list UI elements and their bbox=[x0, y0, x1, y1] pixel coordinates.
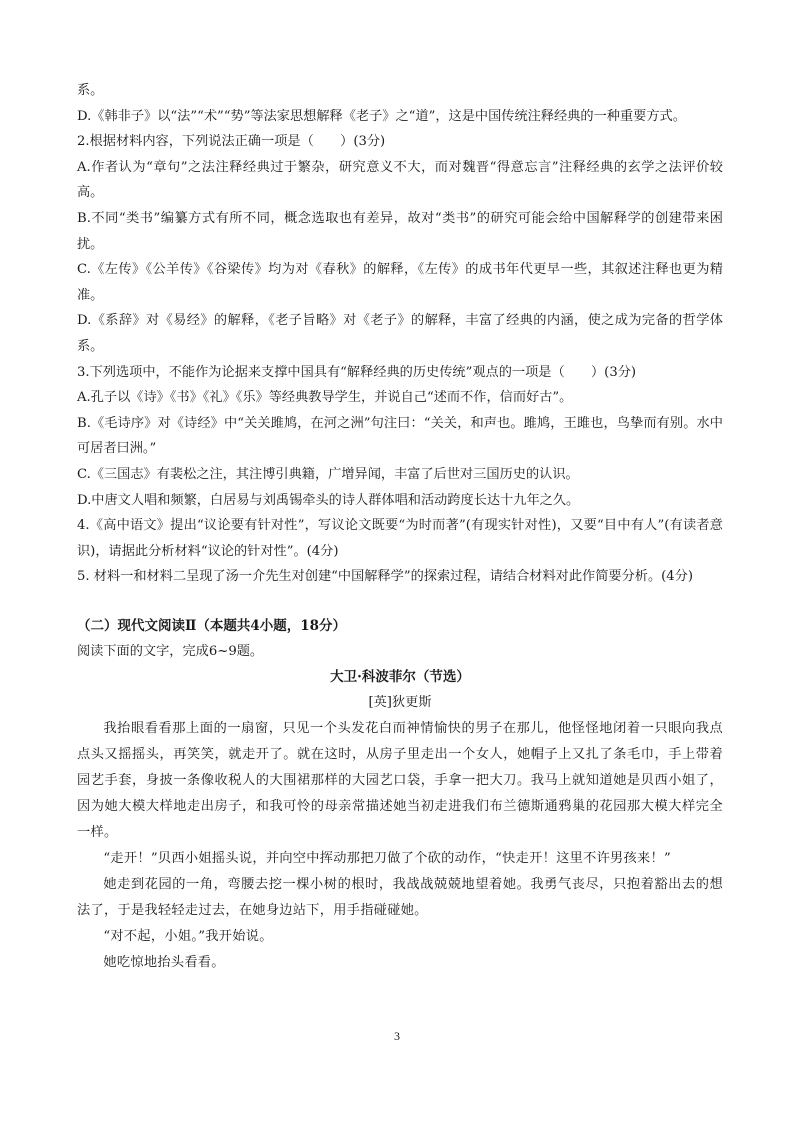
question-option: B.不同“类书”编纂方式有所不同，概念选取也有差异，故对“类书”的研究可能会给中国解释学的创建带来困扰。 bbox=[77, 210, 723, 252]
question-option: C.《三国志》有裴松之注，其注博引典籍，广增异闻，丰富了后世对三国历史的认识。 bbox=[77, 466, 579, 482]
question-stem: 3.下列选项中，不能作为论据来支撑中国具有“解释经典的历史传统”观点的一项是（ ）(3分) bbox=[77, 364, 637, 380]
question-stem: 2.根据材料内容，下列说法正确一项是（ ）(3分) bbox=[77, 134, 386, 150]
question-4: 4.《高中语文》提出“议论要有针对性”，写议论文既要“为时而著”(有现实针对性)，又要“目中有人”(有读者意识)，请据此分析材料“议论的针对性”。(4分) bbox=[77, 518, 723, 559]
story-text bbox=[77, 716, 723, 976]
story-paragraph: 她吃惊地抬头看看。 bbox=[103, 955, 225, 971]
question-option: A.作者认为“章句”之法注释经典过于繁杂，研究意义不大，而对魏晋“得意忘言”注释经典的玄学之法评价较高。 bbox=[77, 159, 723, 201]
question-5: 5. 材料一和材料二呈现了汤一介先生对创建“中国解释学”的探索过程，请结合材料对此作简要分析。(4分) bbox=[77, 569, 693, 585]
question-option: B.《毛诗序》对《诗经》中“关关雎鸠，在河之洲”句注曰：“关关，和声也。雎鸠，王雎也，鸟挚而有别。水中可居者曰洲。” bbox=[77, 415, 723, 457]
story-paragraph: 我抬眼看看那上面的一扇窗，只见一个头发花白而神情愉快的男子在那儿，他怪怪地闭着一只眼向我点点头又摇摇头，再笑笑，就走开了。就在这时，从房子里走出一个女人，她帽子上又扎了条毛巾，手上带着园艺手套，身披一条像收税人的大围裙那样的大园艺口袋，手拿一把大刀。我马上就知道她是贝西小姐了，因为她大模大样地走出房子，和我可怜的母亲常描述她当初走进我们布兰德斯通鸦巢的花园那大模大样完全一样。 bbox=[77, 721, 723, 841]
page-content bbox=[77, 78, 723, 976]
intro-line: D.《韩非子》以“法”“术”“势”等法家思想解释《老子》之“道”，这是中国传统注释经典的一种重要方式。 bbox=[77, 108, 686, 124]
question-option: C.《左传》《公羊传》《谷梁传》均为对《春秋》的解释，《左传》的成书年代更早一些，其叙述注释也更为精准。 bbox=[77, 262, 723, 303]
question-option: D.中唐文人唱和频繁，白居易与刘禹锡牵头的诗人群体唱和活动跨度长达十九年之久。 bbox=[77, 492, 580, 508]
section-instruction: 阅读下面的文字，完成6~9题。 bbox=[77, 643, 264, 659]
story-author: [英]狄更斯 bbox=[368, 695, 432, 711]
question-option: D.《系辞》对《易经》的解释，《老子旨略》对《老子》的解释，丰富了经典的内涵，使之成为完备的哲学体系。 bbox=[77, 313, 723, 354]
story-paragraph: “对不起，小姐。”我开始说。 bbox=[103, 929, 273, 945]
story-paragraph: 她走到花园的一角，弯腰去挖一棵小树的根时，我战战兢兢地望着她。我勇气丧尽，只抱着豁出去的想法了，于是我轻轻走过去，在她身边站下，用手指碰碰她。 bbox=[77, 877, 723, 919]
intro-line: 系。 bbox=[77, 83, 104, 98]
story-title: 大卫·科波菲尔（节选） bbox=[330, 669, 470, 686]
question-option: A.孔子以《诗》《书》《礼》《乐》等经典教导学生，并说自己“述而不作，信而好古”。 bbox=[77, 390, 573, 406]
question-3 bbox=[77, 360, 723, 514]
section-title: （二）现代文阅读Ⅱ（本题共4小题，18分） bbox=[77, 617, 347, 634]
story-paragraph: “走开！”贝西小姐摇头说，并向空中挥动那把刀做了个砍的动作，“快走开！这里不许男孩来！” bbox=[103, 851, 672, 867]
page-number: 3 bbox=[394, 1029, 400, 1043]
question-2 bbox=[77, 129, 723, 359]
